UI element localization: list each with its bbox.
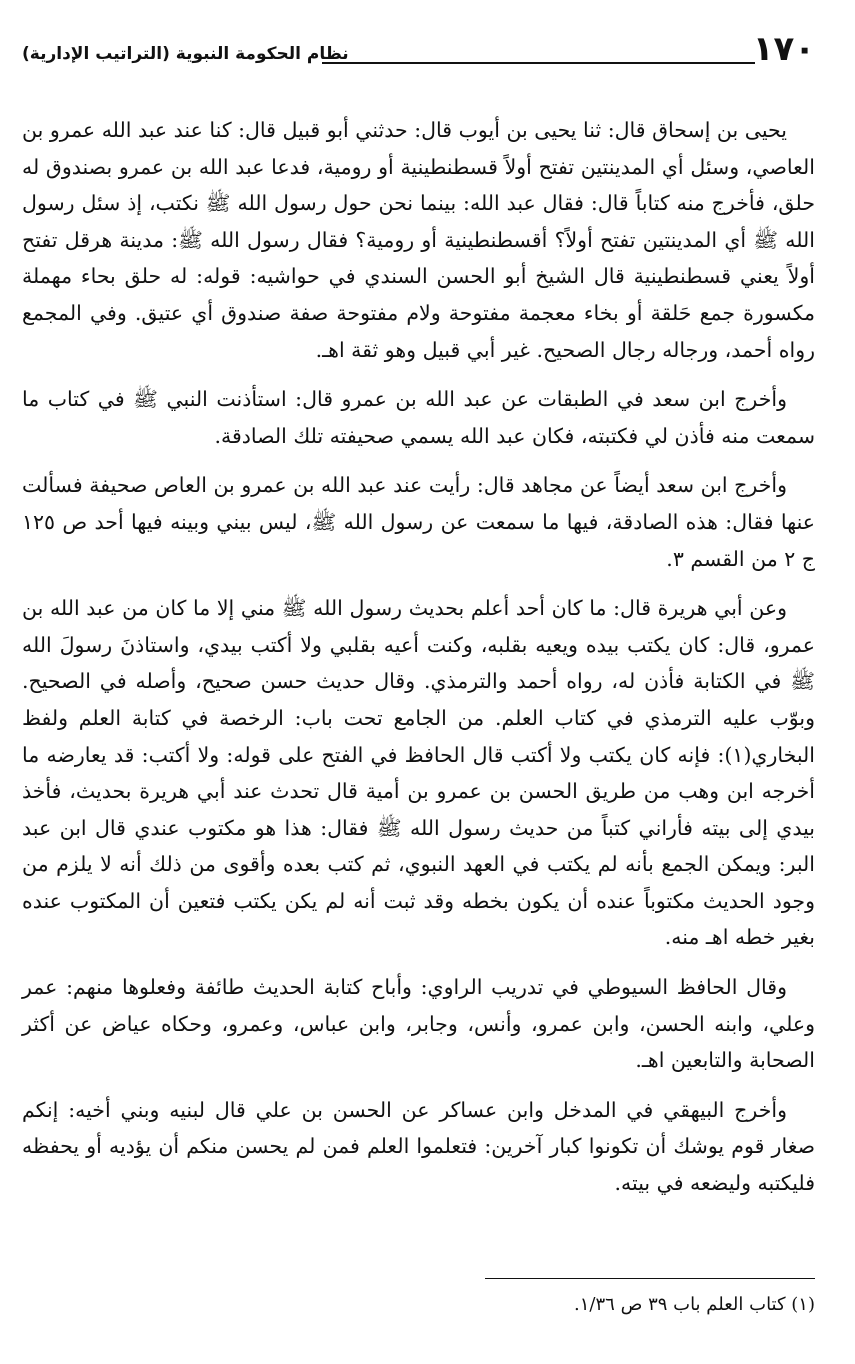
body-text bbox=[22, 112, 815, 1215]
footnote: (١) كتاب العلم باب ٣٩ ص ١/٣٦. bbox=[574, 1294, 815, 1315]
page-header bbox=[22, 30, 815, 70]
running-title: نظام الحكومة النبوية (التراتيب الإدارية) bbox=[22, 44, 349, 64]
paragraph-6: وأخرج البيهقي في المدخل وابن عساكر عن الحسن بن علي قال لبنيه وبني أخيه: إنكم صغار قوم يوشك أن تكونوا كبار آخرين: فتعلموا العلم فمن لم يحسن منكم أن يؤديه أو يحفظه فليكتبه وليضعه في بيته. bbox=[22, 1097, 815, 1196]
page-number: ١٧٠ bbox=[752, 29, 815, 69]
paragraph-1: يحيى بن إسحاق قال: ثنا يحيى بن أيوب قال: حدثني أبو قبيل قال: كنا عند عبد الله عمرو بن العاصي، وسئل أي المدينتين تفتح أولاً قسطنطينية أو رومية، فدعا عبد الله بن عمرو بصندوق له حلق، فأخرج منه كتاباً قال: فقال عبد الله: بينما نحن حول رسول الله ﷺ نكتب، إذ سئل رسول الله ﷺ أي المدينتين تفتح أولاً؟ أقسطنطينية أو رومية؟ فقال رسول الله ﷺ: مدينة هرقل تفتح أولاً يعني قسطنطينية قال الشيخ أبو الحسن السندي في حواشيه: قوله: له حلق بحاء مهملة مكسورة جمع حَلقة أو بخاء معجمة مفتوحة ولام مفتوحة صفة صندوق أي عتيق. وفي المجمع رواه أحمد، ورجاله رجال الصحيح. غير أبي قبيل وهو ثقة اهـ. bbox=[22, 118, 815, 362]
paragraph-3: وأخرج ابن سعد أيضاً عن مجاهد قال: رأيت عند عبد الله بن عمرو بن العاص صحيفة فسألت عنها فقال: هذه الصادقة، فيها ما سمعت عن رسول الله ﷺ، ليس بيني وبينه فيها أحد ص ١٢٥ ج ٢ من القسم ٣. bbox=[22, 473, 815, 571]
paragraph-2: وأخرج ابن سعد في الطبقات عن عبد الله بن عمرو قال: استأذنت النبي ﷺ في كتاب ما سمعت منه فأذن لي فكتبته، فكان عبد الله يسمي صحيفته تلك الصادقة. bbox=[22, 387, 815, 448]
paragraph-4: وعن أبي هريرة قال: ما كان أحد أعلم بحديث رسول الله ﷺ مني إلا ما كان من عبد الله بن عمرو، قال: كان يكتب بيده ويعيه بقلبه، وكنت أعيه بقلبي ولا أكتب بيدي، واستاذنَ رسولَ الله ﷺ في الكتابة فأذن له، رواه أحمد والترمذي. وقال حديث حسن صحيح، وأصله في الصحيح. وبوّب عليه الترمذي في كتاب العلم. من الجامع تحت باب: الرخصة في كتابة العلم ولفظ البخاري(١): فإنه كان يكتب ولا أكتب قال الحافظ في الفتح على قوله: ولا أكتب: قد يعارضه ما أخرجه ابن وهب من طريق الحسن بن عمرو بن أمية قال تحدث عند أبي هريرة بحديث، فأخذ بيدي إلى بيته فأراني كتباً من حديث رسول الله ﷺ فقال: هذا هو مكتوب عندي قال ابن عبد البر: ويمكن الجمع بأنه لم يكتب في العهد النبوي، ثم كتب بعده وأقوى من ذلك أنه لا يلزم من وجود الحديث مكتوباً عنده أن يكون بخطه وقد ثبت أنه لم يكن يكتب فتعين أن المكتوب عنده بغير خطه اهـ منه. bbox=[22, 596, 815, 950]
header-rule bbox=[322, 62, 755, 64]
paragraph-5: وقال الحافظ السيوطي في تدريب الراوي: وأباح كتابة الحديث طائفة وفعلوها منهم: عمر وعلي، وابنه الحسن، وابن عمرو، وأنس، وجابر، وابن عباس، وعمرو، وحكاه عياض عن أكثر الصحابة والتابعين اهـ. bbox=[22, 975, 815, 1073]
footnote-rule bbox=[485, 1278, 815, 1279]
